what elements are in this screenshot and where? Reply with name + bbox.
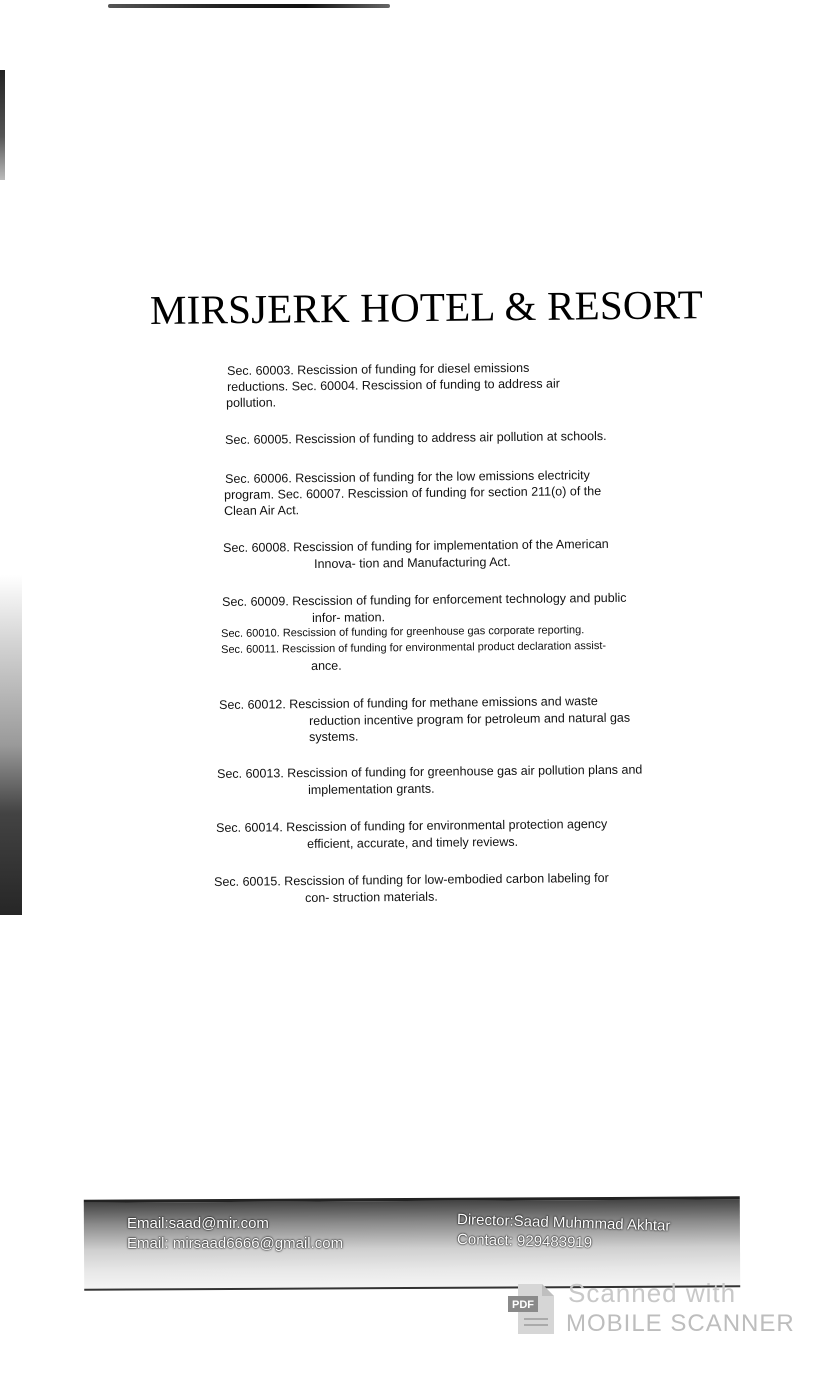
pdf-icon-label: PDF — [512, 1299, 534, 1311]
document-title: MIRSJERK HOTEL & RESORT — [149, 281, 704, 333]
section-line: Sec. 60013. Rescission of funding for greenhouse gas air pollution plans and — [217, 762, 643, 781]
footer-email-secondary: Email: mirsaad6666@gmail.com — [127, 1235, 344, 1252]
section-line: Sec. 60010. Rescission of funding for greenhouse gas corporate reporting. — [221, 624, 585, 640]
section-line: Sec. 60003. Rescission of funding for diesel emissions — [227, 360, 530, 378]
section-line: Sec. 60011. Rescission of funding for environmental product declaration assist- — [221, 639, 607, 656]
section-line: Clean Air Act. — [224, 503, 300, 518]
scan-edge-line — [108, 4, 390, 8]
scan-edge-shadow-top — [0, 70, 5, 180]
section-line: Sec. 60009. Rescission of funding for enforcement technology and public — [222, 590, 627, 609]
section-line: implementation grants. — [308, 781, 435, 797]
pdf-file-icon — [506, 1282, 558, 1338]
section-line: efficient, accurate, and timely reviews. — [307, 834, 519, 851]
section-line: infor- mation. — [312, 610, 386, 625]
section-line: Sec. 60006. Rescission of funding for the low emissions electricity — [225, 468, 590, 486]
section-line: Sec. 60012. Rescission of funding for methane emissions and waste — [219, 694, 598, 712]
footer-contact: Contact: 929483919 — [456, 1231, 593, 1252]
footer-director: Director:Saad Muhmmad Akhtar — [456, 1211, 671, 1235]
section-line: Innova- tion and Manufacturing Act. — [314, 554, 511, 571]
section-line: reductions. Sec. 60004. Rescission of funding to address air — [227, 376, 560, 394]
watermark-line1: Scanned with — [568, 1278, 737, 1308]
section-line: systems. — [309, 729, 359, 744]
section-line: program. Sec. 60007. Rescission of funding for section 211(o) of the — [224, 484, 602, 502]
section-line: Sec. 60015. Rescission of funding for low-embodied carbon labeling for — [214, 870, 609, 889]
section-line: Sec. 60005. Rescission of funding to address air pollution at schools. — [225, 429, 607, 447]
footer-email-primary: Email:saad@mir.com — [127, 1215, 269, 1232]
watermark-line2: MOBILE SCANNER — [566, 1310, 795, 1337]
section-line: con- struction materials. — [305, 889, 438, 905]
section-line: Sec. 60008. Rescission of funding for implementation of the American — [223, 536, 609, 555]
section-line: ance. — [311, 658, 342, 673]
scanner-watermark — [504, 1276, 794, 1348]
scan-edge-shadow-bottom — [0, 575, 22, 915]
section-line: pollution. — [226, 395, 277, 410]
section-line: Sec. 60014. Rescission of funding for environmental protection agency — [216, 816, 608, 835]
section-line: reduction incentive program for petroleum and natural gas — [309, 710, 631, 728]
